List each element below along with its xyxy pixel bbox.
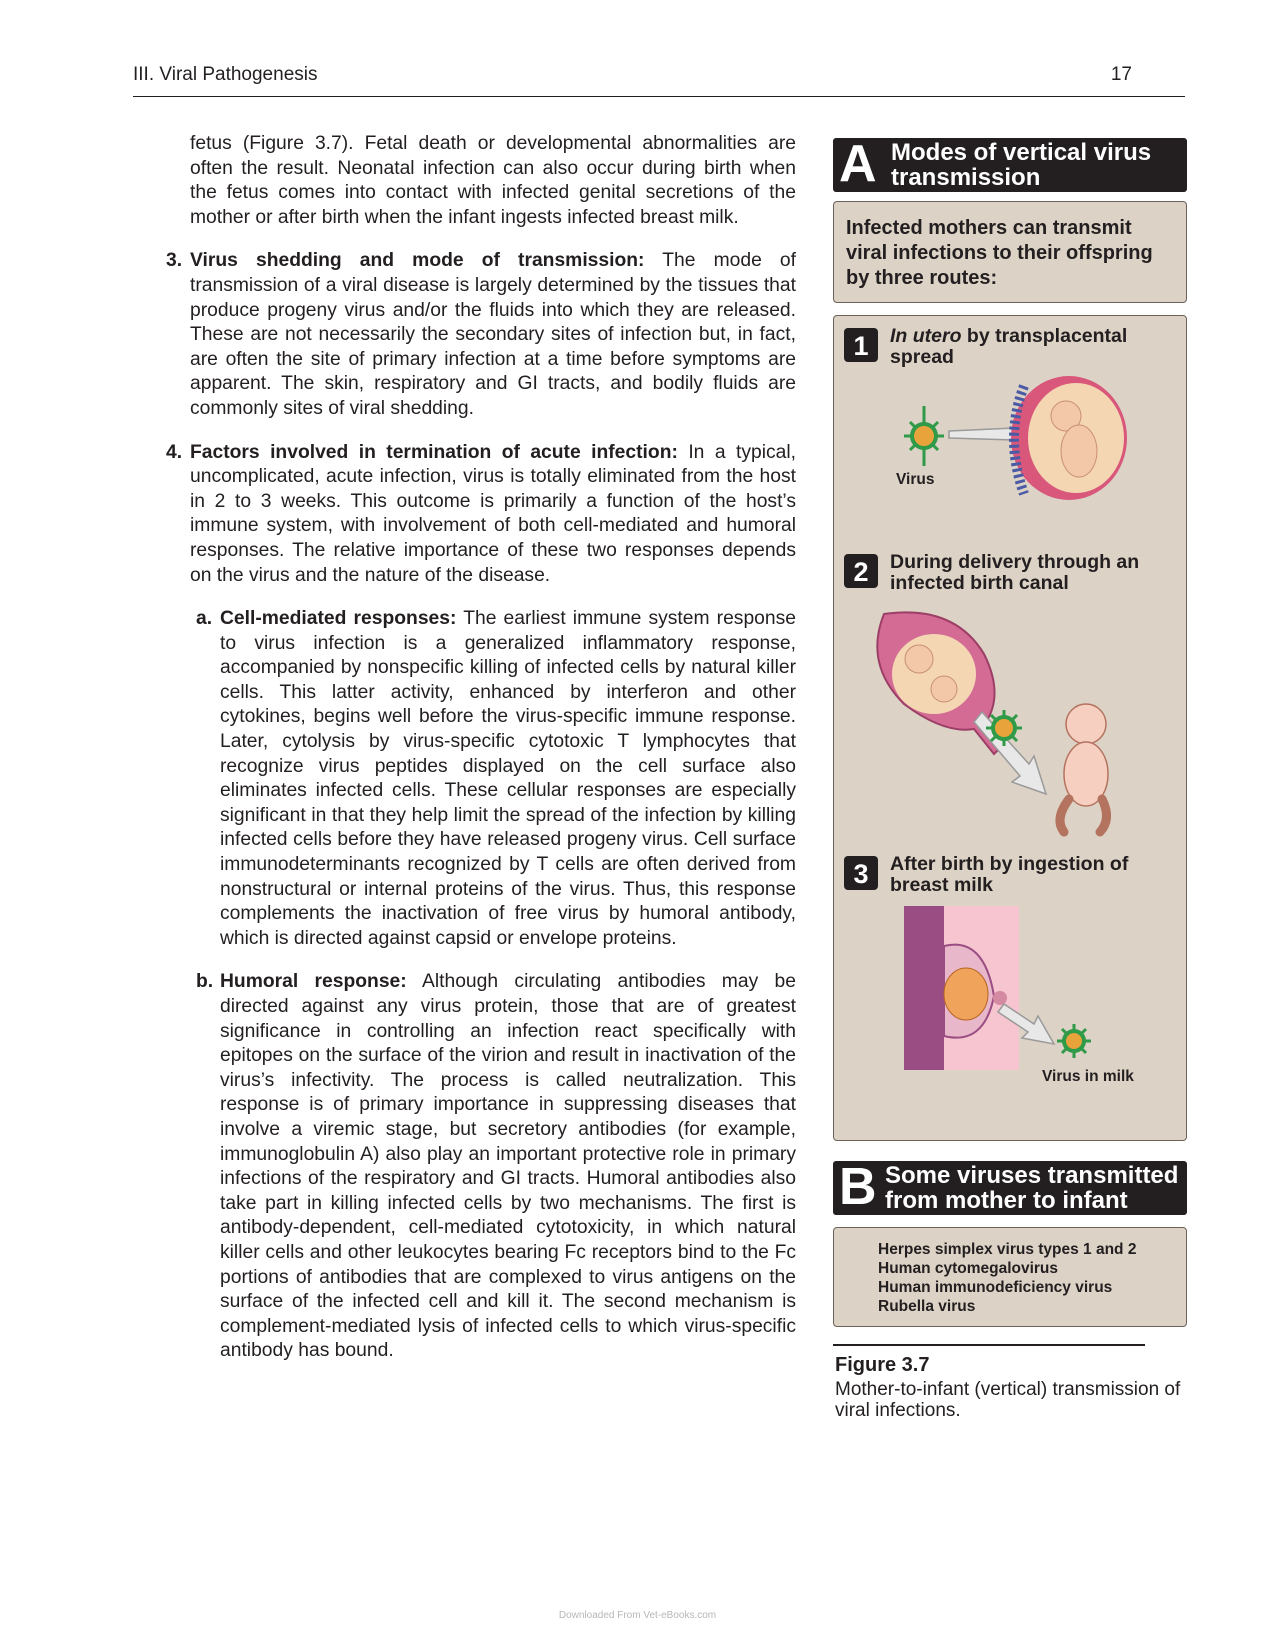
panel-title: Some viruses transmitted from mother to infant — [885, 1162, 1179, 1214]
item-lead: Cell-mediated responses: — [220, 608, 457, 630]
birth-canal-illustration — [864, 604, 1154, 844]
virus-list — [833, 1227, 1187, 1327]
figure-label: Figure 3.7 — [835, 1354, 930, 1376]
figure-caption: Mother-to-infant (vertical) transmission of viral infections. — [835, 1379, 1181, 1421]
item-text: Although circulating antibodies may be directed against any virus protein, those that are of greatest significance in controlling an infection react specifically with epitopes on the surface of the virion and result in inactivation of the virus’s infectivity. The process is called neutralization. This response is of primary importance in suppressing diseases that involve a viremic stage, but secretory antibodies (for example, immunoglobulin A) also play an important protective role in primary infections of the respiratory and GI tracts. Humoral antibodies also take part in killing infected cells by two mechanisms. The first is antibody-dependent, cell-mediated cytotoxicity, in which natural killer cells and other leukocytes bearing Fc receptors bind to the Fc portions of antibodies that are complexed to virus antigens on the surface of the infected cell and kill it. The second mechanism is complement-mediated lysis of infected cells to which virus-specific antibody has bound. — [220, 971, 797, 1362]
header-rule — [133, 96, 1185, 97]
list-item-4b — [162, 970, 796, 1364]
virus-icon — [986, 710, 1022, 746]
route-number: 3 — [844, 856, 878, 890]
item-text: The mode of transmission of a viral disease is largely determined by the tissues that produce progeny virus and/or the fluids into which they are released. These are not necessarily the secondary sites of infection but, in fact, are often the site of primary infection at a time before symptoms are apparent. The skin, respiratory and GI tracts, and bodily fluids are commonly sites of viral shedding. — [190, 250, 796, 419]
item-text: In a typical, uncomplicated, acute infection, virus is totally eliminated from the host in 2 to 3 weeks. This outcome is primarily a function of the host’s immune system, with involvement of both cell-mediated and humoral responses. The relative importance of these two responses depends on the virus and the nature of the disease. — [190, 441, 796, 586]
item-lead: Humoral response: — [220, 971, 407, 993]
item-number: a. — [196, 608, 213, 630]
item-text: The earliest immune system response to virus infection is a generalized inflammatory response, accompanied by nonspecific killing of infected cells by natural killer cells. This latter activity, enhanced by interferon and other cytokines, begins well before the virus-specific immune response. Later, cytolysis by virus-specific cytotoxic T lymphocytes that recognize virus peptides displayed on the cell surface also eliminates infected cells. These cellular responses are especially significant in that they help limit the spread of the infection by killing infected cells before they have released progeny virus. Cell surface immunodeterminants recognized by T cells are often derived from nonstructural or internal proteins of the virus. Thus, this response complements the inactivation of free virus by humoral antibody, which is directed against capsid or envelope proteins. — [220, 608, 796, 949]
virus-icon — [1057, 1024, 1091, 1058]
figure-3-7 — [833, 135, 1187, 1327]
route-number: 2 — [844, 554, 878, 588]
list-item: Herpes simplex virus types 1 and 2 — [878, 1241, 1137, 1258]
virus-icon — [904, 406, 944, 466]
virus-caption: Virus — [896, 471, 935, 488]
route-1-italic: In utero — [890, 325, 962, 347]
item-number: 4. — [166, 441, 183, 463]
transplacental-illustration — [894, 376, 1134, 516]
item-lead: Factors involved in termination of acute infection: — [190, 441, 678, 463]
newborn-icon — [1060, 704, 1108, 832]
panel-title: Modes of vertical virus transmission — [891, 139, 1152, 191]
route-1-rest: by transplacental spread — [890, 325, 1128, 368]
panel-a-header — [833, 135, 1187, 193]
route-3-label: After birth by ingestion of breast milk — [890, 853, 1129, 896]
figure-rule — [833, 1344, 1145, 1346]
panel-b-header — [833, 1158, 1187, 1216]
item-lead: Virus shedding and mode of transmission: — [190, 250, 645, 272]
item-number: 3. — [166, 250, 183, 272]
route-2-label: During delivery through an infected birth canal — [890, 551, 1140, 594]
list-item: Human immunodeficiency virus — [878, 1279, 1113, 1296]
panel-letter: A — [839, 135, 877, 193]
list-item-4 — [162, 441, 796, 589]
uterus-fetus-icon — [1011, 376, 1127, 500]
main-text-column — [162, 132, 796, 1364]
intro-paragraph: fetus (Figure 3.7). Fetal death or developmental abnormalities are often the result. Neonatal infection can also occur during birth when the fetus comes into contact with infected genital secretions of the mother or after birth when the infant ingests infected breast milk. — [190, 133, 796, 228]
list-item-4a — [162, 607, 796, 951]
item-number: b. — [196, 971, 214, 993]
page-number: 17 — [1110, 64, 1132, 85]
breast-milk-illustration — [904, 906, 1154, 1076]
breast-icon — [904, 906, 1019, 1070]
route-1-label — [890, 326, 1170, 368]
route-number: 1 — [844, 328, 878, 362]
panel-letter: B — [839, 1158, 877, 1216]
virus-in-milk-caption: Virus in milk — [1042, 1068, 1134, 1085]
list-item: Rubella virus — [878, 1298, 976, 1315]
panel-a-intro: Infected mothers can transmit viral infections to their offspring by three routes: — [833, 201, 1187, 303]
running-header-section: III. Viral Pathogenesis — [133, 64, 318, 85]
footer-watermark: Downloaded From Vet-eBooks.com — [558, 1610, 717, 1621]
list-item: Human cytomegalovirus — [878, 1260, 1059, 1277]
list-item-3 — [162, 249, 796, 421]
routes-panel — [833, 315, 1187, 1141]
